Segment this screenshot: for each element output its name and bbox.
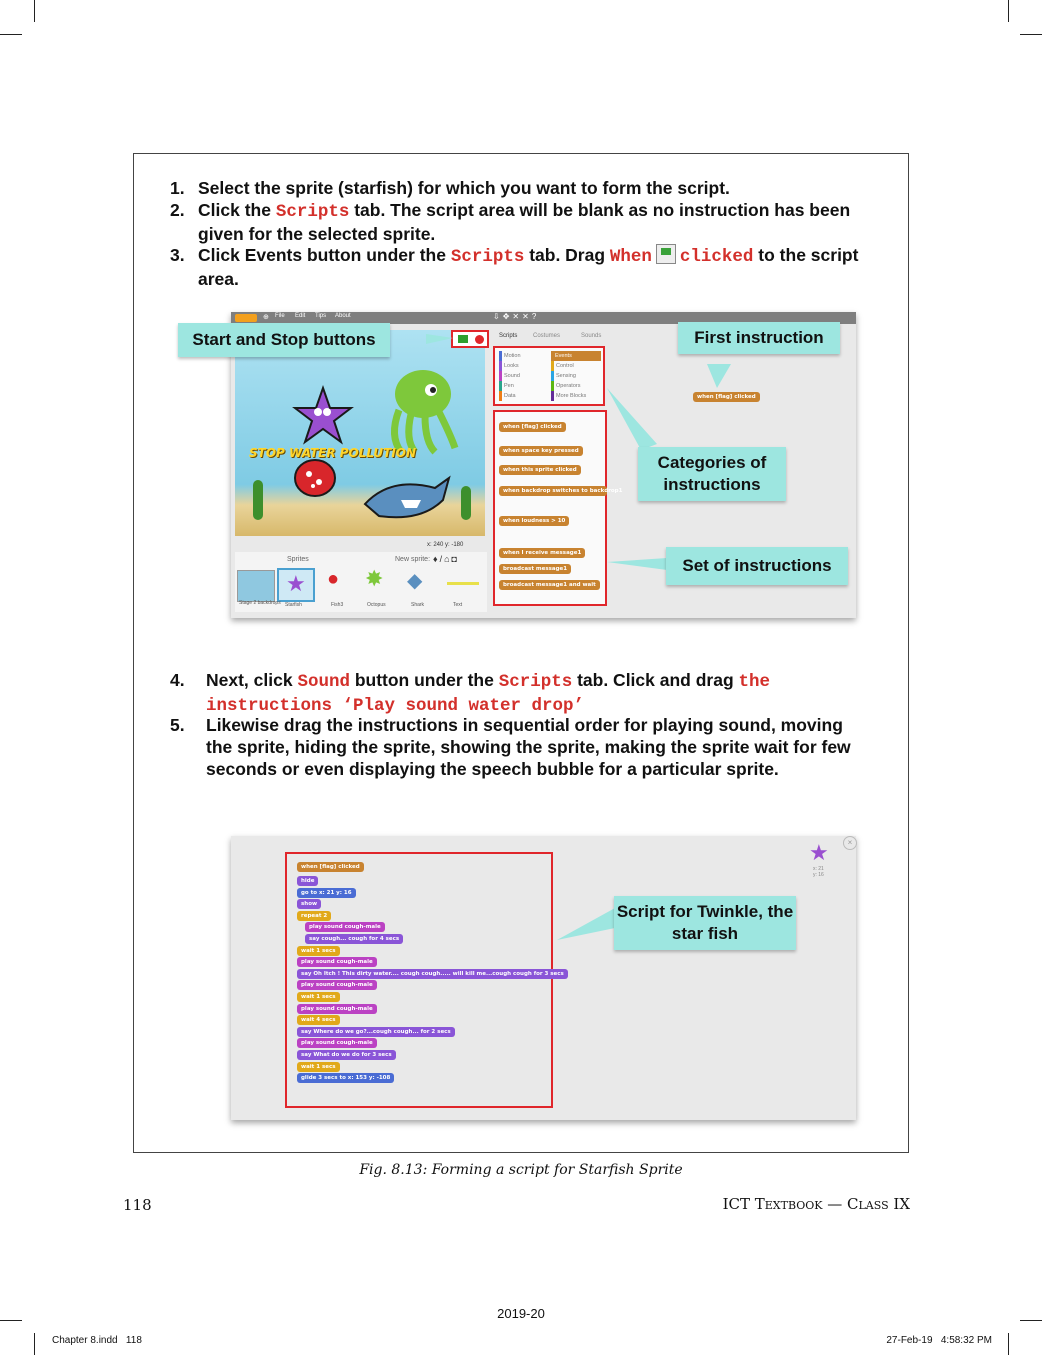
step-text: Click the Scripts tab. The script area will be blank as no instruction has been given for the selected sprite. (198, 200, 851, 244)
code-scripts: Scripts (450, 247, 525, 267)
sprite-name: Stage 2 backdrops (239, 600, 281, 606)
globe-icon: ⊕ (263, 314, 269, 321)
script-block[interactable]: play sound cough-male (297, 1004, 377, 1014)
block-when-i-receive[interactable]: when I receive message1 (499, 548, 585, 558)
sprites-label: Sprites (287, 556, 309, 563)
crop-mark (34, 1333, 35, 1355)
block-broadcast[interactable]: broadcast message1 (499, 564, 571, 574)
code-sound: Sound (297, 672, 350, 692)
menu-file[interactable]: File (275, 313, 285, 319)
slug-right: 27-Feb-19 4:58:32 PM (886, 1335, 992, 1346)
year-label: 2019-20 (497, 1306, 545, 1321)
tab-scripts[interactable]: Scripts (499, 333, 518, 339)
script-block[interactable]: say cough... cough for 4 secs (305, 934, 403, 944)
script-block[interactable]: play sound cough-male (297, 1038, 377, 1048)
script-block-when-flag-clicked[interactable]: when [flag] clicked (693, 392, 760, 402)
book-title: ICT Textbook — Class IX (722, 1195, 910, 1213)
block-when-sprite-clicked[interactable]: when this sprite clicked (499, 465, 581, 475)
sprite-name: Shark (411, 602, 425, 608)
code-when: When (609, 247, 652, 267)
octopus-thumbnail[interactable]: ✸ (365, 566, 384, 591)
script-block[interactable]: show (297, 899, 321, 909)
menu-about[interactable]: About (335, 313, 351, 319)
category-pen[interactable]: Pen (499, 381, 547, 391)
step-number: 1. (170, 178, 185, 198)
block-when-loudness[interactable]: when loudness > 10 (499, 516, 569, 526)
callout-script-twinkle: Script for Twinkle, the star fish (614, 896, 796, 950)
tab-sounds[interactable]: Sounds (581, 333, 602, 339)
slug-left: Chapter 8.indd 118 (52, 1335, 142, 1346)
script-block[interactable]: say Oh Itch ! This dirty water.... cough cough..... will kill me...cough cough for 3 secs (297, 969, 568, 979)
stage-coordinates: x: 240 y: -180 (427, 542, 464, 548)
step-text: Click Events button under the Scripts tab. Drag When clicked to the script area. (198, 245, 859, 289)
star-icon: ★ (286, 571, 306, 596)
category-data[interactable]: Data (499, 391, 547, 401)
crop-mark (1020, 34, 1042, 35)
script-block[interactable]: hide (297, 876, 318, 886)
callout-first-instruction: First instruction (678, 322, 840, 354)
close-icon[interactable]: × (843, 836, 857, 850)
tab-costumes[interactable]: Costumes (533, 333, 561, 339)
script-block[interactable]: wait 4 secs (297, 1015, 340, 1025)
scratch-screenshot-2 (231, 836, 856, 1120)
callout-categories: Categories of instructions (638, 447, 786, 501)
crop-mark (0, 34, 22, 35)
crop-mark (1008, 0, 1009, 22)
step-text: Select the sprite (starfish) for which you want to form the script. (198, 178, 730, 198)
code-clicked: clicked (679, 247, 754, 267)
step-2 (170, 199, 870, 243)
category-more-blocks[interactable]: More Blocks (551, 391, 601, 401)
block-when-backdrop-switches[interactable]: when backdrop switches to backdrop1 (499, 486, 607, 496)
step-number: 2. (170, 200, 185, 220)
fish-thumbnail[interactable]: ● (327, 568, 340, 590)
sprite-name: Text (453, 602, 463, 608)
callout-start-stop: Start and Stop buttons (178, 323, 390, 357)
block-when-key-pressed[interactable]: when space key pressed (499, 446, 583, 456)
page-number: 118 (123, 1196, 152, 1214)
step-4 (170, 669, 860, 716)
category-motion[interactable]: Motion (499, 351, 547, 361)
step-text: Likewise drag the instructions in sequential order for playing sound, moving the sprite, hiding the sprite, showing the sprite, making the sprite wait for few seconds or even displaying the speech bubble for a particular sprite. (206, 715, 851, 779)
script-block[interactable]: repeat 2 (297, 911, 331, 921)
script-block[interactable]: glide 3 secs to x: 153 y: -108 (297, 1073, 394, 1083)
script-block[interactable]: wait 1 secs (297, 1062, 340, 1072)
menu-tips[interactable]: Tips (315, 313, 327, 319)
figure-caption: Fig. 8.13: Forming a script for Starfish Sprite (359, 1162, 683, 1178)
stage-text: STOP WATER POLLUTION (249, 446, 417, 460)
script-block[interactable]: say Where do we go?...cough cough... for 2 secs (297, 1027, 455, 1037)
sprite-name: Fish3 (331, 602, 344, 608)
new-sprite-label: New sprite: (395, 556, 431, 563)
block-when-flag-clicked[interactable]: when [flag] clicked (499, 422, 566, 432)
code-play-sound: the instructions ‘Play sound water drop’ (206, 672, 771, 716)
step-3 (170, 244, 870, 288)
toolbar-icons[interactable]: ⇩✥✕✕? (493, 312, 540, 321)
category-events[interactable]: Events (551, 351, 601, 361)
category-sensing[interactable]: Sensing (551, 371, 601, 381)
script-block[interactable]: when [flag] clicked (297, 862, 364, 872)
category-operators[interactable]: Operators (551, 381, 601, 391)
crop-mark (1008, 1333, 1009, 1355)
script-block[interactable]: wait 1 secs (297, 946, 340, 956)
script-block[interactable]: play sound cough-male (297, 980, 377, 990)
step-number: 5. (170, 715, 185, 735)
menu-edit[interactable]: Edit (295, 313, 306, 319)
shark-thumbnail[interactable]: ◆ (407, 570, 423, 592)
crop-mark (34, 0, 35, 22)
sprite-name: Octopus (367, 602, 386, 608)
category-sound[interactable]: Sound (499, 371, 547, 381)
starfish-sprite-icon: ★ (809, 840, 829, 865)
category-looks[interactable]: Looks (499, 361, 547, 371)
step-5 (170, 714, 860, 804)
script-block[interactable]: play sound cough-male (297, 957, 377, 967)
script-block[interactable]: play sound cough-male (305, 922, 385, 932)
step-text: Next, click Sound button under the Scripts tab. Click and drag the instructions ‘Play sound water drop’ (206, 670, 771, 716)
step-number: 4. (170, 670, 185, 690)
script-block[interactable]: wait 1 secs (297, 992, 340, 1002)
code-scripts: Scripts (498, 672, 573, 692)
script-block[interactable]: go to x: 21 y: 16 (297, 888, 356, 898)
new-sprite-icons[interactable]: ♦/⌂◘ (433, 554, 459, 564)
block-broadcast-and-wait[interactable]: broadcast message1 and wait (499, 580, 600, 590)
sprite-name: Starfish (285, 602, 302, 608)
category-control[interactable]: Control (551, 361, 601, 371)
green-flag-icon (656, 244, 676, 264)
step-number: 3. (170, 245, 185, 265)
callout-connector (231, 836, 856, 1120)
callout-set-instructions: Set of instructions (666, 547, 848, 585)
code-scripts: Scripts (275, 202, 350, 222)
script-block[interactable]: say What do we do for 3 secs (297, 1050, 396, 1060)
sprite-coordinates: x: 21 y: 16 (813, 866, 824, 878)
